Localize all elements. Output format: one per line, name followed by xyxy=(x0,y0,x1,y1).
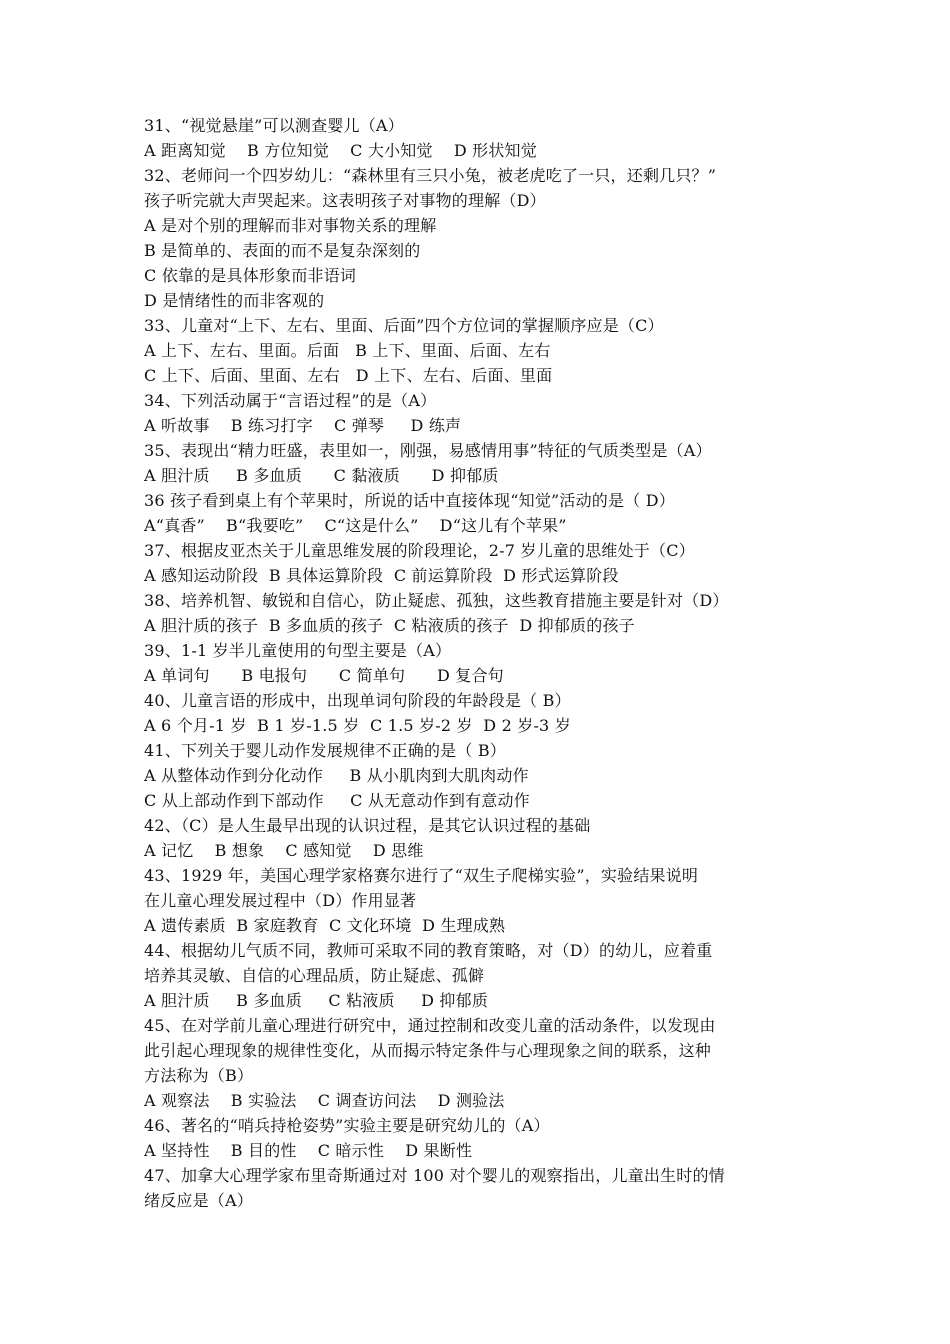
text-line: A 坚持性 B 目的性 C 暗示性 D 果断性 xyxy=(144,1141,473,1160)
text-line: A 上下、左右、里面。后面 B 上下、里面、后面、左右 xyxy=(144,341,551,360)
text-line: 34、下列活动属于“言语过程”的是（A） xyxy=(144,391,437,410)
text-line: 绪反应是（A） xyxy=(144,1191,253,1210)
text-line: 47、加拿大心理学家布里奇斯通过对 100 对个婴儿的观察指出，儿童出生时的情 xyxy=(144,1166,725,1185)
text-line: A 胆汁质 B 多血质 C 粘液质 D 抑郁质 xyxy=(144,991,489,1010)
text-line: A 记忆 B 想象 C 感知觉 D 思维 xyxy=(144,841,424,860)
text-line: 39、1-1 岁半儿童使用的句型主要是（A） xyxy=(144,641,452,660)
text-line: 35、表现出“精力旺盛，表里如一，刚强，易感情用事”特征的气质类型是（A） xyxy=(144,441,712,460)
text-line: C 从上部动作到下部动作 C 从无意动作到有意动作 xyxy=(144,791,530,810)
text-line: A 从整体动作到分化动作 B 从小肌肉到大肌肉动作 xyxy=(144,766,529,785)
text-line: C 上下、后面、里面、左右 D 上下、左右、后面、里面 xyxy=(144,366,553,385)
text-line: A 听故事 B 练习打字 C 弹琴 D 练声 xyxy=(144,416,462,435)
text-line: 36 孩子看到桌上有个苹果时，所说的话中直接体现“知觉”活动的是（ D） xyxy=(144,491,675,510)
text-line: C 依靠的是具体形象而非语词 xyxy=(144,266,357,285)
text-line: 40、儿童言语的形成中，出现单词句阶段的年龄段是（ B） xyxy=(144,691,571,710)
text-line: A“真香” B“我要吃” C“这是什么” D“这儿有个苹果” xyxy=(144,516,567,535)
text-line: 46、著名的“哨兵持枪姿势”实验主要是研究幼儿的（A） xyxy=(144,1116,550,1135)
text-line: 在儿童心理发展过程中（D）作用显著 xyxy=(144,891,417,910)
text-line: A 胆汁质的孩子 B 多血质的孩子 C 粘液质的孩子 D 抑郁质的孩子 xyxy=(144,616,635,635)
text-line: A 感知运动阶段 B 具体运算阶段 C 前运算阶段 D 形式运算阶段 xyxy=(144,566,619,585)
text-line: A 观察法 B 实验法 C 调查访问法 D 测验法 xyxy=(144,1091,505,1110)
text-line: 45、在对学前儿童心理进行研究中，通过控制和改变儿童的活动条件，以发现由 xyxy=(144,1016,716,1035)
text-line: 31、“视觉悬崖”可以测查婴儿（A） xyxy=(144,116,404,135)
text-line: 41、下列关于婴儿动作发展规律不正确的是（ B） xyxy=(144,741,507,760)
text-line: B 是简单的、表面的而不是复杂深刻的 xyxy=(144,241,421,260)
text-line: A 单词句 B 电报句 C 简单句 D 复合句 xyxy=(144,666,504,685)
text-line: 37、根据皮亚杰关于儿童思维发展的阶段理论，2-7 岁儿童的思维处于（C） xyxy=(144,541,695,560)
text-line: 43、1929 年，美国心理学家格赛尔进行了“双生子爬梯实验”，实验结果说明 xyxy=(144,866,699,885)
text-line: 孩子听完就大声哭起来。这表明孩子对事物的理解（D） xyxy=(144,191,546,210)
text-line: 方法称为（B） xyxy=(144,1066,254,1085)
text-line: 此引起心理现象的规律性变化，从而揭示特定条件与心理现象之间的联系，这种 xyxy=(144,1041,712,1060)
text-line: 42、（C）是人生最早出现的认识过程，是其它认识过程的基础 xyxy=(144,816,591,835)
text-line: A 6 个月-1 岁 B 1 岁-1.5 岁 C 1.5 岁-2 岁 D 2 岁-3 岁 xyxy=(144,716,571,735)
text-line: 44、根据幼儿气质不同，教师可采取不同的教育策略，对（D）的幼儿，应着重 xyxy=(144,941,713,960)
text-line: A 距离知觉 B 方位知觉 C 大小知觉 D 形状知觉 xyxy=(144,141,537,160)
text-line: D 是情绪性的而非客观的 xyxy=(144,291,325,310)
text-line: 32、老师问一个四岁幼儿：“森林里有三只小兔，被老虎吃了一只，还剩几只？” xyxy=(144,166,717,185)
document-page xyxy=(144,113,824,1213)
text-line: A 遗传素质 B 家庭教育 C 文化环境 D 生理成熟 xyxy=(144,916,506,935)
text-line: A 是对个别的理解而非对事物关系的理解 xyxy=(144,216,437,235)
text-line: 33、儿童对“上下、左右、里面、后面”四个方位词的掌握顺序应是（C） xyxy=(144,316,664,335)
text-line: 培养其灵敏、自信的心理品质，防止疑虑、孤僻 xyxy=(144,966,485,985)
text-line: A 胆汁质 B 多血质 C 黏液质 D 抑郁质 xyxy=(144,466,499,485)
text-line: 38、培养机智、敏锐和自信心，防止疑虑、孤独，这些教育措施主要是针对（D） xyxy=(144,591,729,610)
